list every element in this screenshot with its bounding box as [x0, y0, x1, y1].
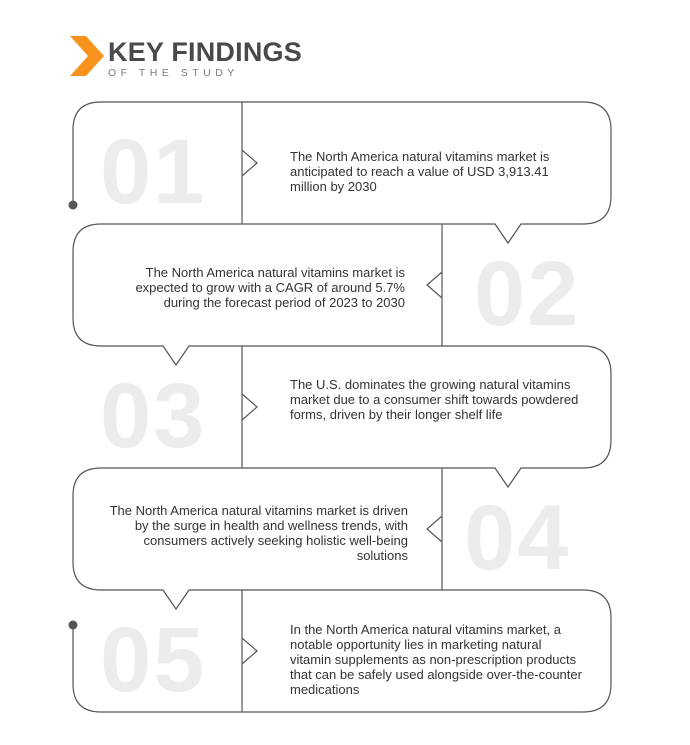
page-subtitle: OF THE STUDY — [108, 67, 239, 79]
finding-number-02: 02 — [474, 243, 581, 345]
finding-number-05: 05 — [100, 609, 207, 711]
finding-number-03: 03 — [100, 365, 207, 467]
end-dot — [69, 621, 78, 630]
divider-notch-05 — [242, 638, 257, 664]
divider-notch-03 — [242, 394, 257, 420]
finding-text-02: The North America natural vitamins market is expected to grow with a CAGR of around 5.7% during the forecast period of 2023 to 2030 — [135, 265, 405, 310]
divider-notch-01 — [242, 150, 257, 176]
page-title: KEY FINDINGS — [108, 37, 302, 67]
divider-notch-04 — [427, 516, 442, 542]
finding-text-03: The U.S. dominates the growing natural vitamins market due to a consumer shift towards powdered forms, driven by their longer shelf life — [290, 377, 579, 422]
divider-notch-02 — [427, 272, 442, 298]
finding-text-04: The North America natural vitamins market is driven by the surge in health and wellness trends, with consumers actively seeking holistic well-being solutions — [109, 503, 408, 563]
finding-text-05: In the North America natural vitamins market, a notable opportunity lies in marketing natural vitamin supplements as non-prescription products that can be safely used alongside over-the-counter medications — [290, 622, 582, 697]
finding-text-01: The North America natural vitamins market is anticipated to reach a value of USD 3,913.41 million by 2030 — [290, 149, 550, 194]
finding-number-01: 01 — [100, 121, 207, 223]
finding-number-04: 04 — [464, 487, 571, 589]
start-dot — [69, 201, 78, 210]
